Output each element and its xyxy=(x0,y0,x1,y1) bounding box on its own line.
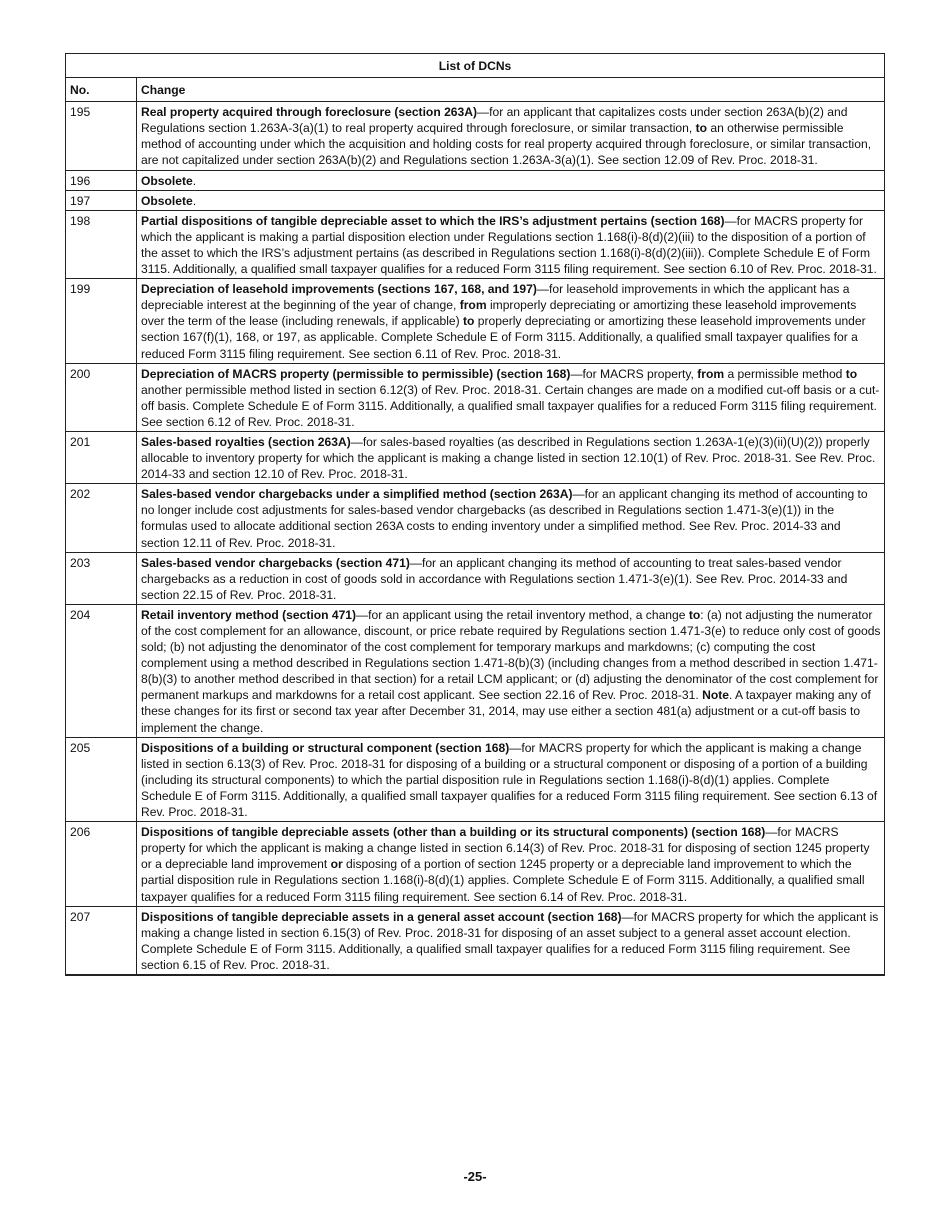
change-text: —for MACRS property, xyxy=(570,366,698,381)
change-text: —for MACRS property for which the applicant is making a partial disposition election under Regulations section 1.168(i)-8(d)(2)(iii) to the disposition of a portion of the asset to which the IRS’s adjustment pertains (as described in Regulations section 1.168(i)-8(d)(2)(iii)). Complete Schedule E of Form 3115. Additionally, a qualified small taxpayer qualifies for a reduced Form 3115 filing requirement. See section 6.10 of Rev. Proc. 2018-31. xyxy=(141,213,877,277)
change-bold-text: to xyxy=(463,314,475,329)
change-bold-text: to xyxy=(688,607,701,622)
dcn-change-description xyxy=(137,363,885,431)
dcn-number: 204 xyxy=(66,604,137,737)
change-text: disposing of a portion of section 1245 property or a depreciable land improvement to which the partial disposition rule in Regulations section 1.168(i)-8(d)(1) applies. Complete Schedule E of Form 3115. Additionally, a qualified small taxpayer qualifies for a reduced Form 3115 filing requirement. See section 6.14 of Rev. Proc. 2018-31. xyxy=(141,857,865,904)
dcn-number: 207 xyxy=(66,906,137,975)
table-row xyxy=(66,822,885,906)
table-caption: List of DCNs xyxy=(66,54,885,78)
change-bold-text: Obsolete xyxy=(141,173,193,188)
change-bold-text: to xyxy=(695,121,707,136)
change-text: properly depreciating or amortizing these leasehold improvements under section 167(f)(1), 168, or 197, as applicable. Complete Schedule E of Form 3115. Additionally, a qualified small taxpayer qualifies for a reduced Form 3115 filing requirement. See section 6.11 of Rev. Proc. 2018-31. xyxy=(141,314,866,361)
dcn-number: 199 xyxy=(66,279,137,363)
change-bold-text: or xyxy=(330,857,343,872)
table-row xyxy=(66,363,885,431)
change-text: —for an applicant changing its method of accounting to no longer include cost adjustments for sales-based vendor chargebacks (as described in Regulations section 1.471-3(e)(1)) in the formulas used to allocate additional section 263A costs to ending inventory under a simplified method. See Rev. Proc. 2014-33 and section 12.11 of Rev. Proc. 2018-31. xyxy=(141,487,868,550)
dcn-number: 195 xyxy=(66,102,137,170)
change-bold-text: from xyxy=(697,366,725,381)
dcn-table xyxy=(65,53,885,976)
change-text: a permissible method xyxy=(724,366,846,381)
table-row xyxy=(66,170,885,190)
dcn-number: 198 xyxy=(66,210,137,278)
table-row xyxy=(66,190,885,210)
dcn-change-description xyxy=(137,190,885,210)
dcn-number: 201 xyxy=(66,431,137,483)
change-text: —for MACRS property for which the applicant is making a change listed in section 6.15(3) of Rev. Proc. 2018-31 for disposing of an asset subject to a general asset account election. Complete Schedule E of Form 3115. Additionally, a qualified small taxpayer qualifies for a reduced Form 3115 filing requirement. See section 6.15 of Rev. Proc. 2018-31. xyxy=(141,909,879,972)
change-bold-text: Depreciation of MACRS property (permissible to permissible) (section 168) xyxy=(141,366,571,381)
change-bold-text: Dispositions of a building or structural component (section 168) xyxy=(141,740,510,755)
change-bold-text: Sales-based royalties (section 263A) xyxy=(141,434,351,449)
change-bold-text: Partial dispositions of tangible depreciable asset to which the IRS’s adjustment pertains (section 168) xyxy=(141,213,725,228)
change-text: —for an applicant using the retail inventory method, a change xyxy=(356,607,689,622)
table-row xyxy=(66,484,885,552)
change-bold-text: Depreciation of leasehold improvements (sections 167, 168, and 197) xyxy=(141,282,537,297)
dcn-change-description xyxy=(137,279,885,363)
change-bold-text: Dispositions of tangible depreciable assets in a general asset account (section 168) xyxy=(141,909,622,924)
change-text: —for an applicant that capitalizes costs under section 263A(b)(2) and Regulations section 1.263A-3(a)(1) to real property acquired through foreclosure, or similar transaction, xyxy=(141,105,848,136)
table-row xyxy=(66,431,885,483)
dcn-number: 197 xyxy=(66,190,137,210)
change-text: : (a) not adjusting the numerator of the cost complement for an allowance, discount, or price rebate required by Regulations section 1.471-3(e) to reduce only cost of goods sold; (b) not adjusting the denominator of the cost complement for temporary markups and markdowns; (c) computing the cost complement using a method described in Regulations section 1.471-8(b)(3) (including changes from a method described in section 1.471-8(b)(3) to another method described in that section) for a retail LCM applicant; or (d) adjusting the denominator of the cost complement for permanent markups and markdowns for a retail cost applicant. See section 22.16 of Rev. Proc. 2018-31. xyxy=(141,607,881,703)
table-row xyxy=(66,737,885,821)
change-text: . xyxy=(192,193,197,208)
table-row xyxy=(66,906,885,975)
change-text: another permissible method listed in section 6.12(3) of Rev. Proc. 2018-31. Certain changes are made on a modified cut-off basis or a cut-off basis. Complete Schedule E of Form 3115. Additionally, a qualified small taxpayer qualifies for a reduced Form 3115 filing requirement. See section 6.12 of Rev. Proc. 2018-31. xyxy=(141,382,880,429)
change-text: —for MACRS property for which the applicant is making a change listed in section 6.14(3) of Rev. Proc. 2018-31 for disposing of section 1245 property or a depreciable land improvement xyxy=(141,825,870,872)
dcn-change-description xyxy=(137,737,885,821)
dcn-change-description xyxy=(137,210,885,278)
dcn-change-description xyxy=(137,170,885,190)
dcn-change-description xyxy=(137,604,885,737)
change-bold-text: Obsolete xyxy=(141,193,193,208)
change-text: —for leasehold improvements in which the applicant has a depreciable interest at the beginning of the year of change, xyxy=(141,282,850,313)
dcn-change-description xyxy=(137,484,885,552)
dcn-number: 196 xyxy=(66,170,137,190)
table-body xyxy=(66,102,885,975)
column-header-change: Change xyxy=(137,78,885,102)
dcn-change-description xyxy=(137,431,885,483)
change-bold-text: to xyxy=(845,366,858,381)
dcn-number: 203 xyxy=(66,552,137,604)
change-bold-text: Sales-based vendor chargebacks under a simplified method (section 263A) xyxy=(141,487,573,502)
change-text: an otherwise permissible method of accounting under which the acquisition and holding costs for real property acquired through foreclosure, or similar transaction, are not capitalized under section 263A(b)(2) and Regulations section 1.263A-3(a)(1). See section 12.09 of Rev. Proc. 2018-31. xyxy=(141,121,872,168)
dcn-change-description xyxy=(137,906,885,975)
dcn-number: 200 xyxy=(66,363,137,431)
change-bold-text: Real property acquired through foreclosure (section 263A) xyxy=(141,105,478,120)
column-header-no: No. xyxy=(66,78,137,102)
dcn-change-description xyxy=(137,102,885,170)
table-row xyxy=(66,102,885,170)
change-text: . xyxy=(192,173,197,188)
dcn-change-description xyxy=(137,822,885,906)
dcn-number: 206 xyxy=(66,822,137,906)
change-bold-text: Dispositions of tangible depreciable assets (other than a building or its structural components) (section 168) xyxy=(141,825,766,840)
change-text: . A taxpayer making any of these changes for its first or second tax year after December 31, 2014, may use either a section 481(a) adjustment or a cut-off basis to implement the change. xyxy=(141,688,871,735)
change-text: —for MACRS property for which the applicant is making a change listed in section 6.13(3) of Rev. Proc. 2018-31 for disposing of a building or a structural component or disposing of a portion of a building (including its structural components) to which the partial disposition rule in Regulations section 1.168(i)-8(d)(1) applies. Complete Schedule E of Form 3115. Additionally, a qualified small taxpayer qualifies for a reduced Form 3115 filing requirement. See section 6.13 of Rev. Proc. 2018-31. xyxy=(141,740,878,820)
change-text: improperly depreciating or amortizing these leasehold improvements over the term of the lease (including renewals, if applicable) xyxy=(141,298,857,329)
table-row xyxy=(66,279,885,363)
change-bold-text: Sales-based vendor chargebacks (section 471) xyxy=(141,555,410,570)
dcn-number: 202 xyxy=(66,484,137,552)
change-text: —for sales-based royalties (as described in Regulations section 1.263A-1(e)(3)(ii)(U)(2)) properly allocable to inventory property for which the applicant is making a change listed in section 12.10(1) of Rev. Proc. 2018-31. See Rev. Proc. 2014-33 and section 12.10 of Rev. Proc. 2018-31. xyxy=(141,434,876,482)
change-bold-text: from xyxy=(459,298,487,313)
table-row xyxy=(66,604,885,737)
change-bold-text: Retail inventory method (section 471) xyxy=(141,607,357,622)
change-bold-text: Note xyxy=(702,688,729,703)
page-number: -25- xyxy=(463,1169,487,1184)
dcn-change-description xyxy=(137,552,885,604)
table-row xyxy=(66,210,885,278)
table-row xyxy=(66,552,885,604)
change-text: —for an applicant changing its method of accounting to treat sales-based vendor chargebacks as a reduction in cost of goods sold in accordance with Regulations section 1.471-3(e)(1). See Rev. Proc. 2014-33 and section 22.15 of Rev. Proc. 2018-31. xyxy=(141,555,848,602)
dcn-number: 205 xyxy=(66,737,137,821)
